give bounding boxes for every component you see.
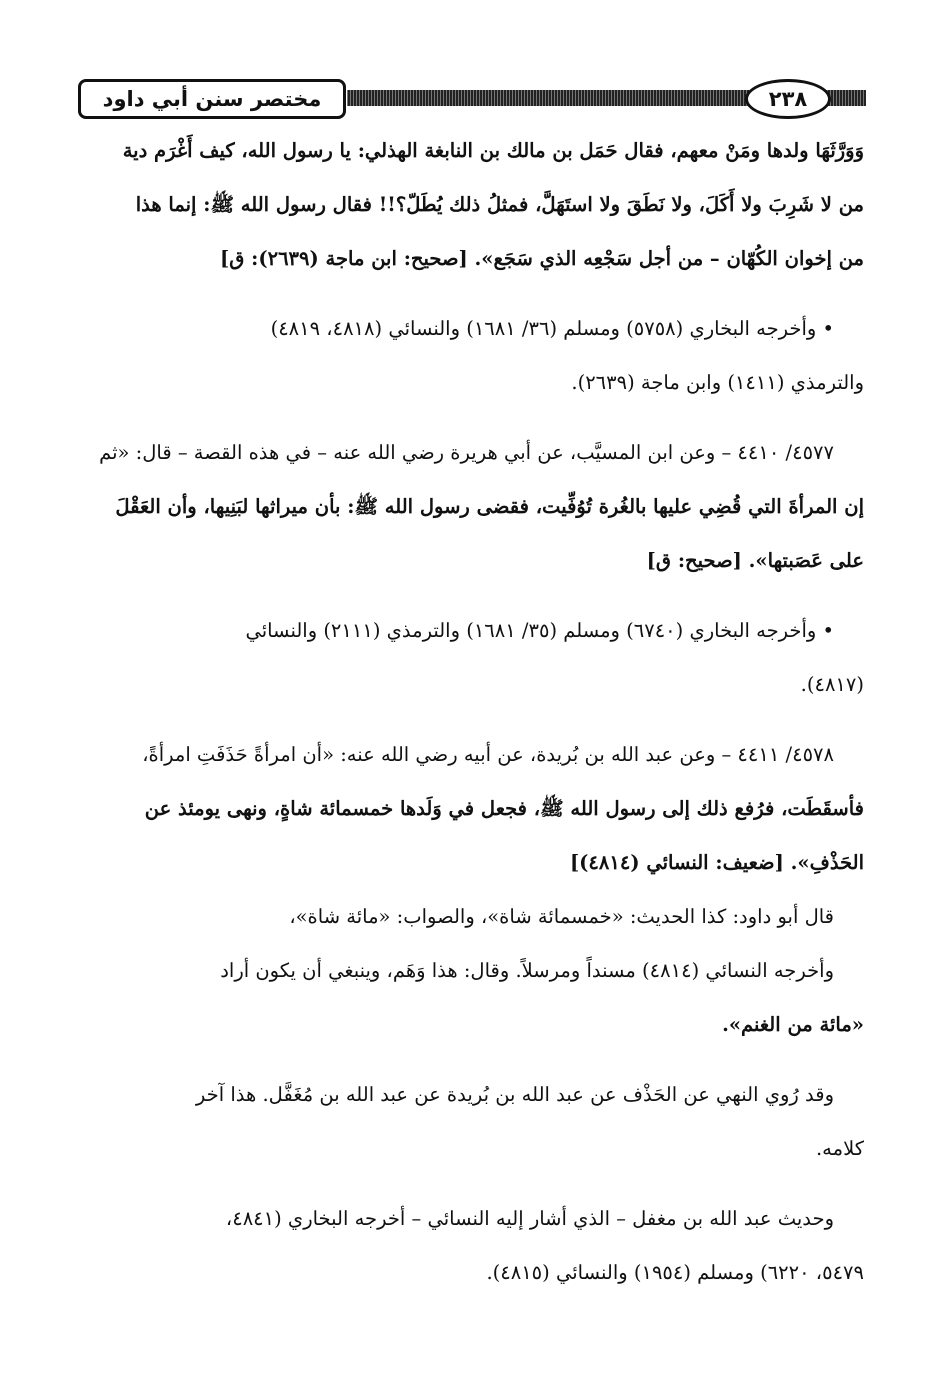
page-number: ٢٣٨ [745, 79, 831, 119]
abu-dawud-comment [80, 890, 864, 944]
text-line: من إخوان الكُهّان – من أجل سَجْعِه الذي سَجَع». [صحيح: ابن ماجة (٢٦٣٩): ق] [220, 247, 864, 270]
narration-note [80, 1068, 864, 1176]
takhrij-note [80, 302, 864, 410]
text-line: والترمذي (١٤١١) وابن ماجة (٢٦٣٩). [571, 371, 864, 394]
text-line: ٤٥٧٧/ ٤٤١٠ – وعن ابن المسيَّب، عن أبي هريرة رضي الله عنه – في هذه القصة – قال: «ثم [99, 441, 834, 464]
text-line: «مائة من الغنم». [722, 1013, 864, 1036]
hadith-4578 [80, 728, 864, 890]
text-line: (٤٨١٧). [800, 673, 864, 696]
text-line: ٤٥٧٨/ ٤٤١١ – وعن عبد الله بن بُريدة، عن أبيه رضي الله عنه: «أن امرأةً حَذَفَتِ امرأةً، [142, 743, 834, 766]
text-line: إن المرأةَ التي قُضِي عليها بالغُرة تُوُفِّيت، فقضى رسول الله ﷺ: بأن ميراثها لبَنِيها، وأن العَقْلَ [115, 495, 864, 518]
text-line: ٥٤٧٩، ٦٢٢٠) ومسلم (١٩٥٤) والنسائي (٤٨١٥). [486, 1261, 864, 1284]
text-line: فأسقَطَت، فرُفع ذلك إلى رسول الله ﷺ، فجعل في وَلَدها خمسمائة شاةٍ، ونهى يومئذ عن [144, 797, 864, 820]
takhrij-note [80, 604, 864, 712]
text-line: على عَصَبتها». [صحيح: ق] [646, 549, 864, 572]
page-header [78, 76, 866, 120]
text-line: وَوَرَّثَهَا ولدها ومَنْ معهم، فقال حَمَل بن مالك بن النابغة الهذلي: يا رسول الله، كيف أَغْرَم دية [122, 139, 864, 162]
text-line: • وأخرجه البخاري (٥٧٥٨) ومسلم (٣٦/ ١٦٨١) والنسائي (٤٨١٨، ٤٨١٩) [270, 317, 834, 340]
text-line: كلامه. [815, 1137, 864, 1160]
text-line: وقد رُوي النهي عن الحَذْف عن عبد الله بن بُريدة عن عبد الله بن مُغَفَّل. هذا آخر [195, 1083, 834, 1106]
takhrij-note [80, 1192, 864, 1300]
text-line: الحَذْفِ». [ضعيف: النسائي (٤٨١٤)] [569, 851, 864, 874]
book-title: مختصر سنن أبي داود [78, 79, 346, 119]
nasai-comment [80, 944, 864, 1052]
text-line: قال أبو داود: كذا الحديث: «خمسمائة شاة»، والصواب: «مائة شاة»، [289, 905, 834, 928]
text-line: من لا شَرِبَ ولا أَكَلَ، ولا نَطَقَ ولا استَهَلَّ، فمثلُ ذلك يُطَلّ؟!! فقال رسول الله ﷺ: إنما هذا [135, 193, 864, 216]
page-body [80, 124, 864, 1300]
text-line: • وأخرجه البخاري (٦٧٤٠) ومسلم (٣٥/ ١٦٨١) والترمذي (٢١١١) والنسائي [245, 619, 834, 642]
text-line: وحديث عبد الله بن مغفل – الذي أشار إليه النسائي – أخرجه البخاري (٤٨٤١، [225, 1207, 834, 1230]
hadith-text-continued [80, 124, 864, 286]
text-line: وأخرجه النسائي (٤٨١٤) مسنداً ومرسلاً. وقال: هذا وَهَم، وينبغي أن يكون أراد [220, 959, 834, 982]
hadith-4577 [80, 426, 864, 588]
